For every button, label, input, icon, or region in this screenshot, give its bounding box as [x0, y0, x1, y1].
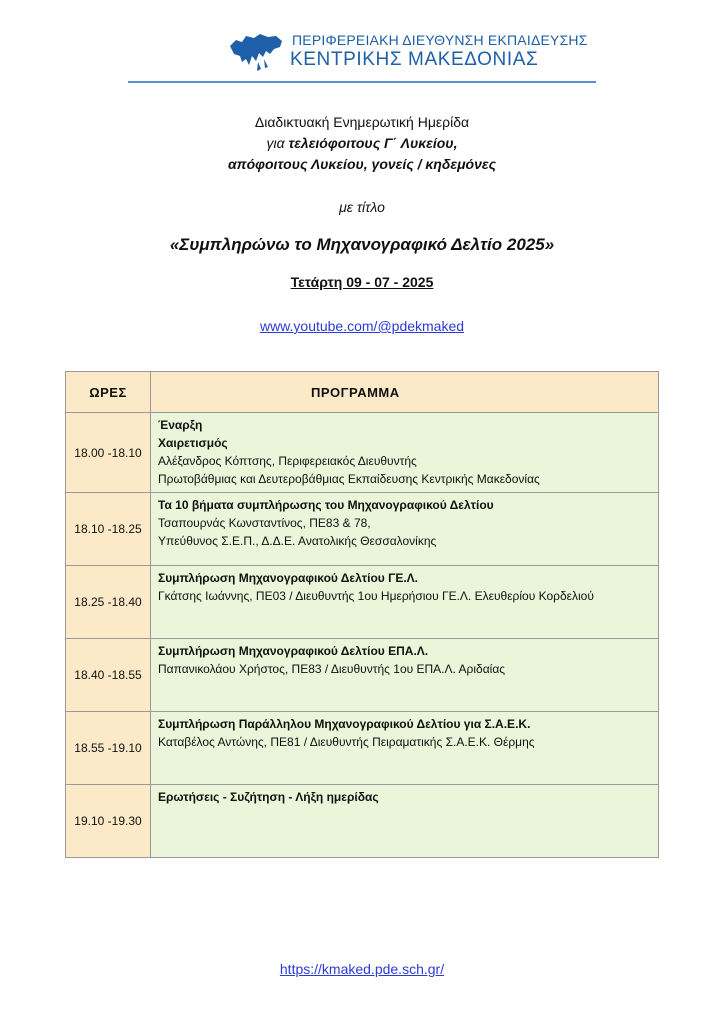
speaker-line: Πρωτοβάθμιας και Δευτεροβάθμιας Εκπαίδευσης Κεντρικής Μακεδονίας [158, 472, 540, 486]
session-title: Ερωτήσεις - Συζήτηση - Λήξη ημερίδας [158, 790, 379, 804]
event-date: Τετάρτη 09 - 07 - 2025 [290, 274, 434, 290]
col-header-program: ΠΡΟΓΡΑΜΜΑ [151, 372, 659, 413]
time-cell: 18.25 -18.40 [66, 566, 151, 639]
audience-line-2: απόφοιτους Λυκείου, γονείς / κηδεμόνες [227, 156, 497, 172]
org-name-line2: ΚΕΝΤΡΙΚΗΣ ΜΑΚΕΔΟΝΙΑΣ [290, 49, 539, 70]
time-cell: 18.00 -18.10 [66, 413, 151, 493]
program-cell [151, 493, 659, 566]
speaker-line: Αλέξανδρος Κόπτσης, Περιφερειακός Διευθυντής [158, 454, 417, 468]
speaker-line: Παπανικολάου Χρήστος, ΠΕ83 / Διευθυντής 1ου ΕΠΑ.Λ. Αριδαίας [158, 662, 506, 676]
table-row [66, 712, 659, 785]
org-name-line1: ΠΕΡΙΦΕΡΕΙΑΚΗ ΔΙΕΥΘΥΝΣΗ ΕΚΠΑΙΔΕΥΣΗΣ [292, 32, 588, 48]
table-row [66, 785, 659, 858]
table-row [66, 493, 659, 566]
schedule-table [65, 371, 659, 858]
time-cell: 19.10 -19.30 [66, 785, 151, 858]
audience-main: τελειόφοιτους Γ΄ Λυκείου, [288, 135, 458, 151]
table-row [66, 566, 659, 639]
time-cell: 18.55 -19.10 [66, 712, 151, 785]
table-row [66, 413, 659, 493]
event-type: Διαδικτυακή Ενημερωτική Ημερίδα [254, 114, 470, 130]
session-title: Συμπλήρωση Παράλληλου Μηχανογραφικού Δελτίου για Σ.Α.Ε.Κ. [158, 717, 531, 731]
speaker-line: Υπεύθυνος Σ.Ε.Π., Δ.Δ.Ε. Ανατολικής Θεσσαλονίκης [158, 534, 437, 548]
table-header-row [66, 372, 659, 413]
audience-prefix: για [266, 135, 289, 151]
program-cell [151, 785, 659, 858]
youtube-link[interactable]: www.youtube.com/@pdekmaked [259, 318, 465, 334]
website-link[interactable]: https://kmaked.pde.sch.gr/ [279, 961, 445, 977]
header [128, 28, 596, 84]
audience-line-1 [0, 135, 724, 151]
program-cell [151, 712, 659, 785]
speaker-line: Τσαπουρνάς Κωνσταντίνος, ΠΕ83 & 78, [158, 516, 371, 530]
speaker-line: Γκάτσης Ιωάννης, ΠΕ03 / Διευθυντής 1ου Ημερήσιου ΓΕ.Λ. Ελευθερίου Κορδελιού [158, 589, 594, 603]
table-row [66, 639, 659, 712]
session-title: Τα 10 βήματα συμπλήρωσης του Μηχανογραφικού Δελτίου [158, 498, 494, 512]
session-title: Χαιρετισμός [158, 436, 228, 450]
macedonia-map-logo-icon [228, 32, 284, 72]
session-title: Έναρξη [158, 418, 203, 432]
col-header-time: ΩΡΕΣ [66, 372, 151, 413]
program-cell [151, 413, 659, 493]
time-cell: 18.10 -18.25 [66, 493, 151, 566]
session-title: Συμπλήρωση Μηχανογραφικού Δελτίου ΕΠΑ.Λ. [158, 644, 429, 658]
event-title: «Συμπληρώνω το Μηχανογραφικό Δελτίο 2025» [169, 235, 555, 254]
session-title: Συμπλήρωση Μηχανογραφικού Δελτίου ΓΕ.Λ. [158, 571, 418, 585]
speaker-line: Καταβέλος Αντώνης, ΠΕ81 / Διευθυντής Πειραματικής Σ.Α.Ε.Κ. Θέρμης [158, 735, 535, 749]
program-cell [151, 566, 659, 639]
time-cell: 18.40 -18.55 [66, 639, 151, 712]
program-cell [151, 639, 659, 712]
with-title-label: με τίτλο [339, 199, 385, 215]
header-divider [128, 81, 596, 83]
